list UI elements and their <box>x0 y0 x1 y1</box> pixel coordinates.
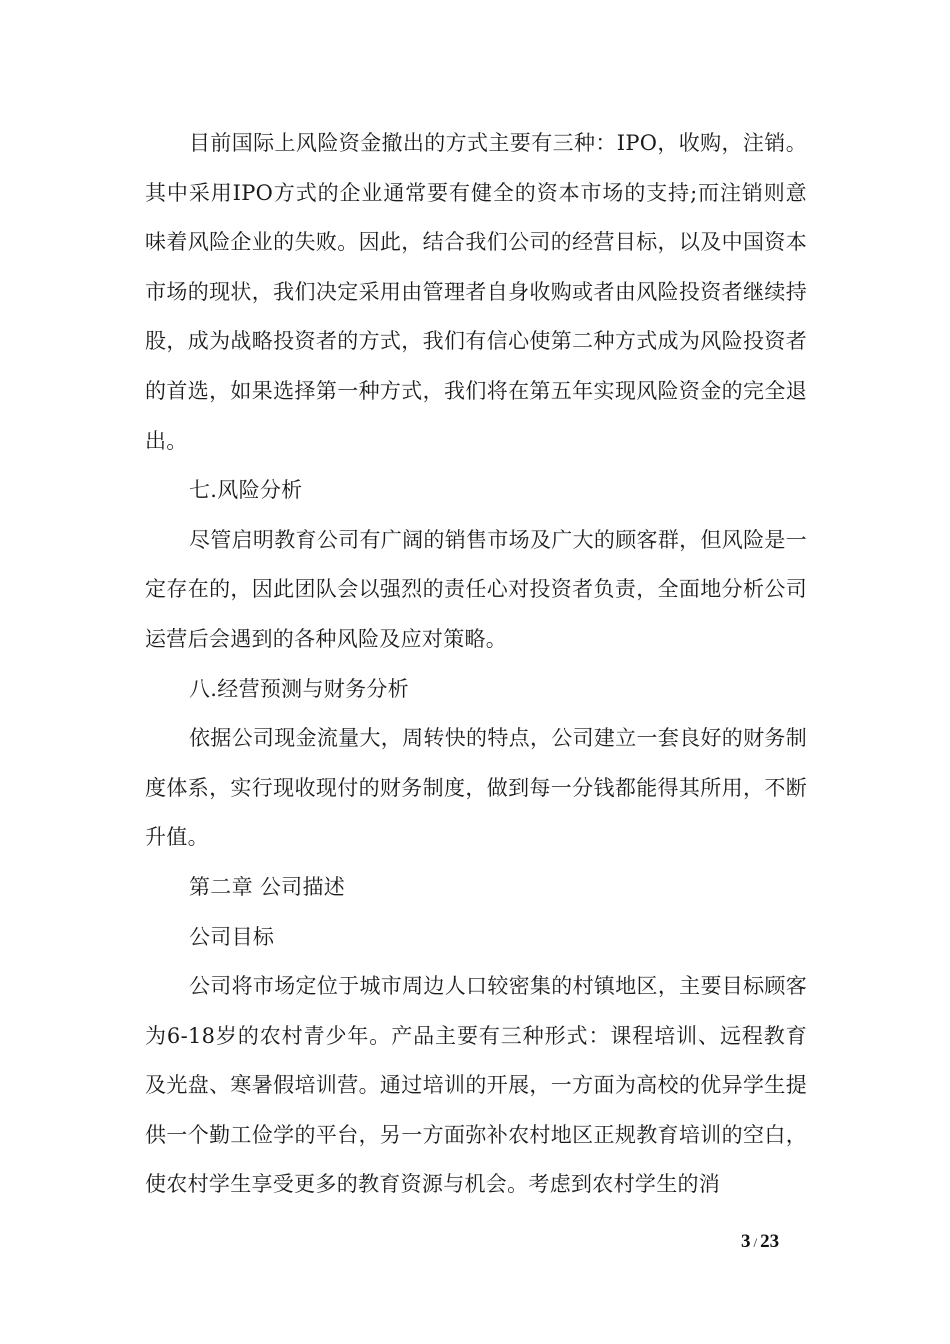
paragraph-exit-strategy: 目前国际上风险资金撤出的方式主要有三种：IPO，收购，注销。其中采用IPO方式的企业通常要有健全的资本市场的支持;而注销则意味着风险企业的失败。因此，结合我们公司的经营目标，以及中国资本市场的现状，我们决定采用由管理者自身收购或者由风险投资者继续持股，成为战略投资者的方式，我们有信心使第二种方式成为风险投资者的首选，如果选择第一种方式，我们将在第五年实现风险资金的完全退出。 <box>145 131 807 453</box>
heading-company-goal: 公司目标 <box>189 924 275 949</box>
document-page-body <box>145 119 807 1210</box>
total-pages: 23 <box>760 1231 780 1252</box>
page-separator: / <box>753 1235 758 1250</box>
heading-operation-forecast: 八.经营预测与财务分析 <box>189 676 409 701</box>
paragraph-financial-system: 依据公司现金流量大，周转快的特点，公司建立一套良好的财务制度体系，实行现收现付的财务制度，做到每一分钱都能得其所用，不断升值。 <box>145 726 807 850</box>
heading-risk-analysis: 七.风险分析 <box>189 478 303 503</box>
heading-chapter-two: 第二章 公司描述 <box>189 874 346 899</box>
paragraph-company-goal: 公司将市场定位于城市周边人口较密集的村镇地区，主要目标顾客为6-18岁的农村青少年。产品主要有三种形式：课程培训、远程教育及光盘、寒暑假培训营。通过培训的开展，一方面为高校的优异学生提供一个勤工俭学的平台，另一方面弥补农村地区正规教育培训的空白，使农村学生享受更多的教育资源与机会。考虑到农村学生的消 <box>145 974 807 1197</box>
current-page: 3 <box>740 1231 751 1252</box>
paragraph-risk-analysis: 尽管启明教育公司有广阔的销售市场及广大的顾客群，但风险是一定存在的，因此团队会以强烈的责任心对投资者负责，全面地分析公司运营后会遇到的各种风险及应对策略。 <box>145 527 807 651</box>
page-number <box>700 1231 820 1253</box>
